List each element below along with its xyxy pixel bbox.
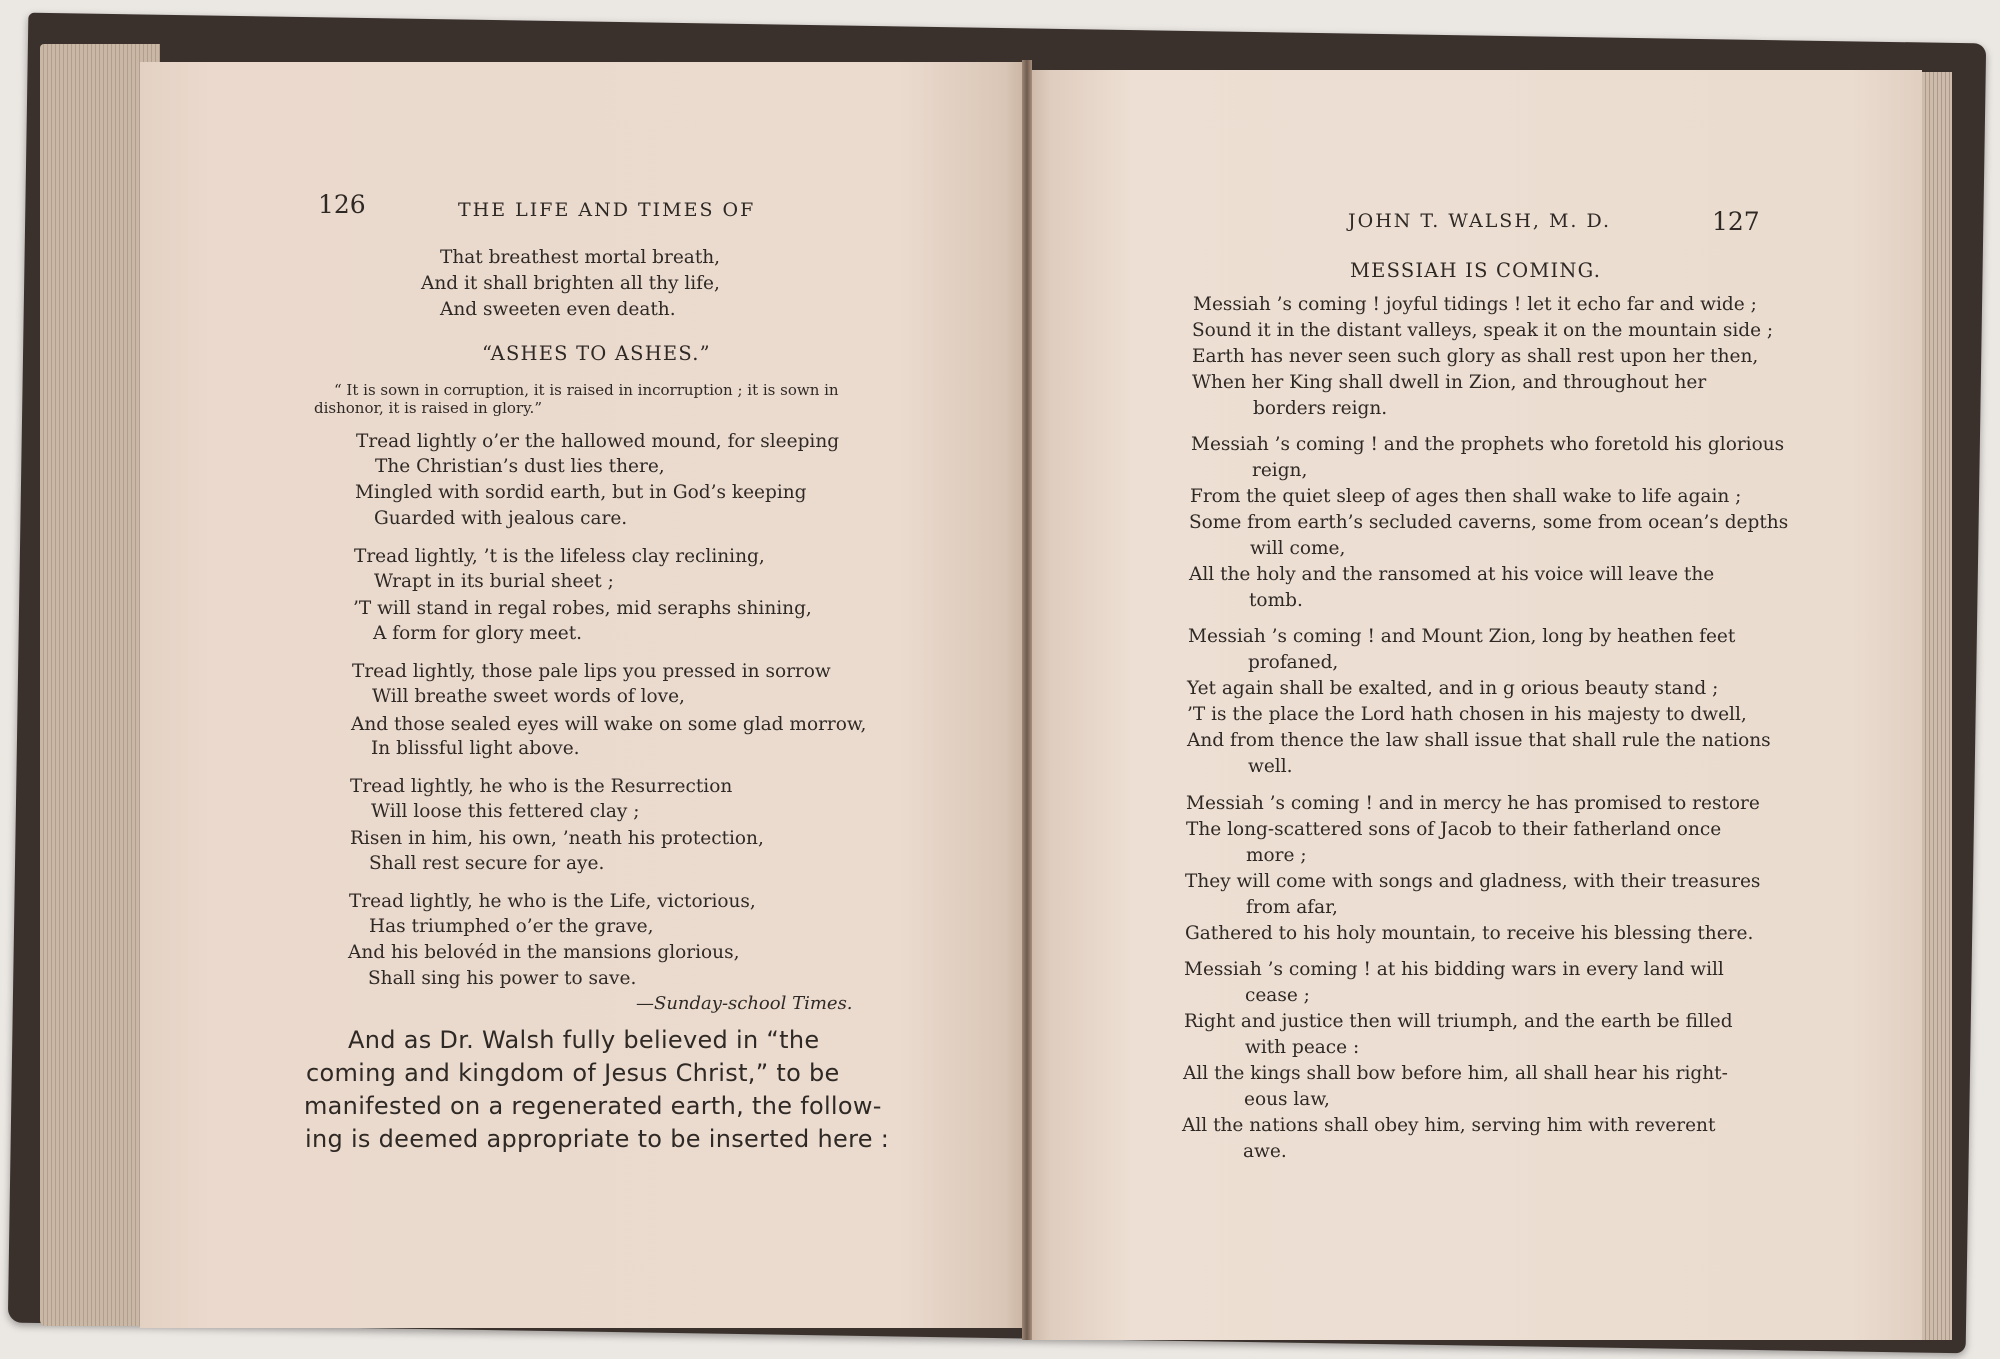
poem-line: ’T is the place the Lord hath chosen in his majesty to dwell,	[1187, 704, 1747, 725]
left-page-number: 126	[318, 190, 366, 219]
poem-line: And from thence the law shall issue that shall rule the nations	[1187, 730, 1771, 751]
poem-line: From the quiet sleep of ages then shall wake to life again ;	[1190, 486, 1742, 507]
poem-line: reign,	[1252, 460, 1308, 481]
poem-line: Right and justice then will triumph, and the earth be filled	[1184, 1011, 1733, 1032]
epigraph-line: dishonor, it is raised in glory.”	[314, 399, 542, 417]
right-page-number: 127	[1712, 207, 1760, 236]
attribution: —Sunday-school Times.	[636, 993, 853, 1014]
poem-line: Some from earth’s secluded caverns, some from ocean’s depths	[1189, 512, 1789, 533]
opening-line: And it shall brighten all thy life,	[421, 273, 720, 294]
poem-line: And his belovéd in the mansions glorious,	[348, 942, 740, 963]
poem-line: Risen in him, his own, ’neath his protection,	[350, 828, 764, 849]
left-running-head: THE LIFE AND TIMES OF	[458, 199, 756, 221]
poem-line: Yet again shall be exalted, and in g orious beauty stand ;	[1187, 678, 1719, 699]
poem-line: Has triumphed o’er the grave,	[369, 916, 654, 937]
poem-line: eous law,	[1244, 1089, 1330, 1110]
poem-line: The Christian’s dust lies there,	[375, 456, 665, 477]
poem-line: borders reign.	[1253, 398, 1388, 419]
poem-line: Tread lightly, he who is the Life, victorious,	[349, 891, 756, 912]
poem-line: In blissful light above.	[371, 738, 580, 759]
poem-line: Mingled with sordid earth, but in God’s keeping	[355, 482, 807, 503]
poem-line: And those sealed eyes will wake on some glad morrow,	[351, 714, 867, 735]
poem-line: Tread lightly o’er the hallowed mound, for sleeping	[356, 431, 840, 452]
poem-title-messiah: MESSIAH IS COMING.	[1350, 259, 1602, 282]
poem-line: Tread lightly, ’t is the lifeless clay reclining,	[354, 546, 765, 567]
poem-title-ashes: “ASHES TO ASHES.”	[482, 342, 711, 365]
poem-line: awe.	[1243, 1141, 1287, 1162]
poem-line: Will breathe sweet words of love,	[372, 686, 685, 707]
poem-line: Messiah ’s coming ! and in mercy he has promised to restore	[1186, 793, 1760, 814]
opening-line: And sweeten even death.	[440, 299, 676, 320]
poem-line: Sound it in the distant valleys, speak it on the mountain side ;	[1192, 320, 1774, 341]
poem-line: The long-scattered sons of Jacob to their fatherland once	[1186, 819, 1722, 840]
poem-line: from afar,	[1246, 897, 1338, 918]
poem-line: All the holy and the ransomed at his voice will leave the	[1189, 564, 1715, 585]
poem-line: All the nations shall obey him, serving him with reverent	[1182, 1115, 1716, 1136]
poem-line: Messiah ’s coming ! joyful tidings ! let it echo far and wide ;	[1193, 294, 1757, 315]
poem-line: Messiah ’s coming ! and the prophets who foretold his glorious	[1191, 434, 1785, 455]
poem-line: with peace :	[1245, 1037, 1360, 1058]
poem-line: Shall rest secure for aye.	[369, 853, 605, 874]
poem-line: Tread lightly, those pale lips you pressed in sorrow	[352, 661, 831, 682]
poem-line: Wrapt in its burial sheet ;	[374, 571, 614, 592]
poem-line: more ;	[1246, 845, 1307, 866]
poem-line: Messiah ’s coming ! and Mount Zion, long by heathen feet	[1188, 626, 1736, 647]
poem-line: tomb.	[1249, 590, 1303, 611]
poem-line: cease ;	[1245, 985, 1310, 1006]
prose-line: And as Dr. Walsh fully believed in “the	[348, 1026, 820, 1054]
poem-line: Earth has never seen such glory as shall rest upon her then,	[1192, 346, 1759, 367]
poem-line: All the kings shall bow before him, all shall hear his right-	[1183, 1063, 1728, 1084]
prose-line: ing is deemed appropriate to be inserted here :	[305, 1125, 890, 1153]
poem-line: Gathered to his holy mountain, to receive his blessing there.	[1185, 923, 1754, 944]
epigraph-line: “ It is sown in corruption, it is raised in incorruption ; it is sown in	[334, 381, 839, 399]
prose-line: coming and kingdom of Jesus Christ,” to be	[306, 1059, 840, 1087]
poem-line: When her King shall dwell in Zion, and throughout her	[1192, 372, 1707, 393]
poem-line: They will come with songs and gladness, with their treasures	[1185, 871, 1761, 892]
poem-line: profaned,	[1248, 652, 1339, 673]
right-running-head: JOHN T. WALSH, M. D.	[1348, 210, 1612, 232]
opening-line: That breathest mortal breath,	[440, 247, 721, 268]
poem-line: A form for glory meet.	[373, 623, 583, 644]
poem-line: Will loose this fettered clay ;	[371, 801, 640, 822]
poem-line: Messiah ’s coming ! at his bidding wars in every land will	[1184, 959, 1724, 980]
poem-line: will come,	[1250, 538, 1346, 559]
book-gutter	[1022, 60, 1032, 1340]
poem-line: Shall sing his power to save.	[368, 968, 637, 989]
poem-line: Tread lightly, he who is the Resurrection	[350, 776, 733, 797]
poem-line: ’T will stand in regal robes, mid seraphs shining,	[353, 598, 812, 619]
poem-line: Guarded with jealous care.	[374, 508, 628, 529]
poem-line: well.	[1248, 756, 1293, 777]
prose-line: manifested on a regenerated earth, the follow-	[304, 1092, 882, 1120]
